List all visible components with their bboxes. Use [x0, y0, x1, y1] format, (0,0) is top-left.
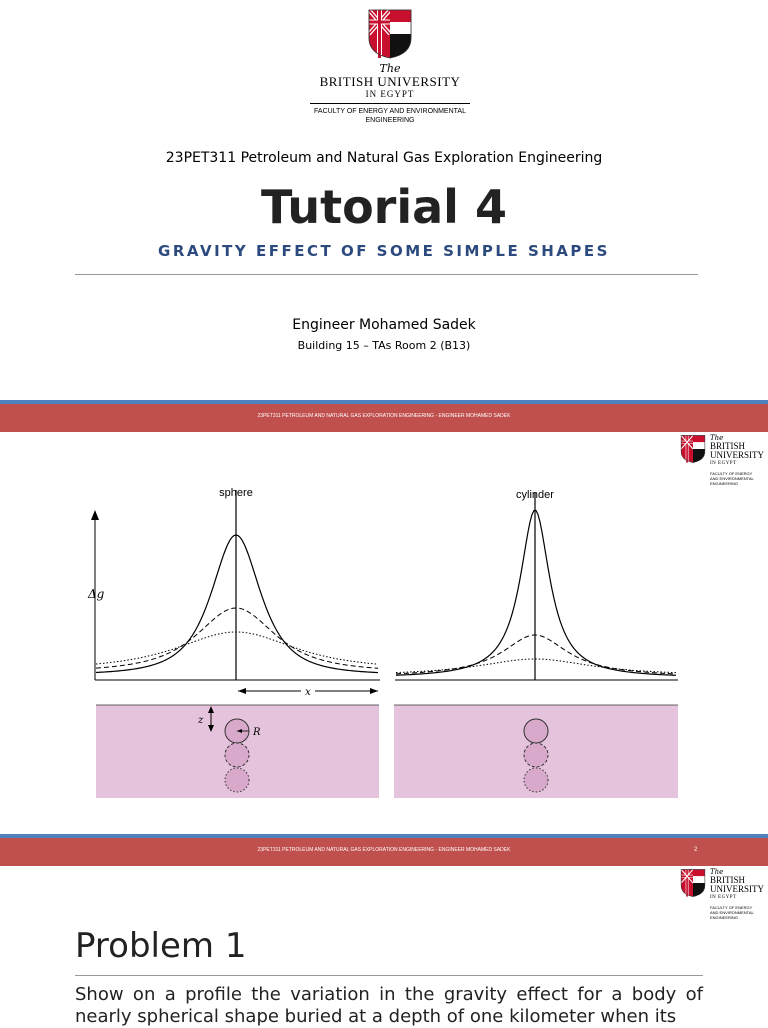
banner-text: 23PET311 PETROLEUM AND NATURAL GAS EXPLORATION ENGINEERING - ENGINEER MOHAMED SADEK: [257, 847, 511, 853]
logo-location: IN EGYPT: [365, 89, 415, 99]
logo-line1: BRITISH: [710, 441, 746, 451]
arrow-right-icon: [370, 688, 378, 694]
cylinder-curve-medium: [396, 635, 676, 674]
title-slide: [0, 0, 768, 400]
flag-shield-icon: [680, 868, 706, 898]
sphere-curve-shallow: [96, 535, 378, 673]
label-x: x: [305, 687, 311, 698]
small-university-logo: [680, 434, 768, 494]
label-delta-g: Δg: [88, 587, 105, 601]
logo-line2: UNIVERSITY: [710, 884, 764, 894]
slide3-header-banner: [0, 834, 768, 866]
logo-location: IN EGYPT: [710, 461, 737, 466]
banner-accent: [0, 400, 768, 404]
logo-faculty-line2: ENGINEERING: [365, 117, 415, 124]
tutorial-title: Tutorial 4: [261, 180, 507, 234]
course-title: 23PET311 Petroleum and Natural Gas Exploration Engineering: [165, 150, 603, 166]
logo-the: The: [379, 62, 401, 75]
author-room: Building 15 – TAs Room 2 (B13): [297, 339, 471, 352]
logo-faculty-line1: FACULTY OF ENERGY: [710, 471, 753, 476]
banner-text: 23PET311 PETROLEUM AND NATURAL GAS EXPLORATION ENGINEERING - ENGINEER MOHAMED SADEK: [257, 413, 511, 419]
small-university-logo: [680, 868, 768, 928]
logo-line1: BRITISH: [710, 875, 746, 885]
logo-the: The: [710, 434, 724, 442]
flag-shield-icon: [680, 434, 706, 464]
logo-line2: UNIVERSITY: [710, 450, 764, 460]
logo-divider: [310, 103, 470, 104]
arrow-left-icon: [238, 688, 246, 694]
university-logo: [310, 8, 470, 125]
cylinder-curve-deep: [396, 659, 676, 673]
label-cylinder: cylinder: [516, 489, 554, 501]
flag-shield-icon: [367, 8, 413, 60]
sphere-curve-medium: [96, 608, 378, 668]
sphere-curve-deep: [96, 632, 378, 664]
gravity-effect-figure: [80, 470, 690, 805]
logo-faculty-line1: FACULTY OF ENERGY AND ENVIRONMENTAL: [314, 108, 466, 115]
slide2-header-banner: [0, 400, 768, 432]
logo-faculty-line3: ENGINEERING: [710, 481, 739, 486]
cylinder-curve-shallow: [396, 511, 676, 676]
label-sphere: sphere: [219, 487, 253, 499]
problem-title: Problem 1: [75, 926, 247, 966]
page-number: 2: [694, 847, 698, 853]
problem-text: Show on a profile the variation in the gravity effect for a body of nearly spherical shape buried at a depth of one kilometer when its: [75, 984, 703, 1027]
problem-divider: [75, 975, 703, 976]
logo-faculty-line3: ENGINEERING: [710, 915, 739, 920]
logo-the: The: [710, 868, 724, 876]
label-r: R: [253, 727, 261, 738]
logo-location: IN EGYPT: [710, 895, 737, 900]
banner-accent: [0, 834, 768, 838]
title-divider: [75, 274, 698, 275]
logo-faculty-line1: FACULTY OF ENERGY: [710, 905, 753, 910]
label-z: z: [198, 715, 204, 726]
logo-faculty-line2: AND ENVIRONMENTAL: [710, 476, 754, 481]
logo-faculty-line2: AND ENVIRONMENTAL: [710, 910, 754, 915]
author-name: Engineer Mohamed Sadek: [292, 317, 476, 333]
tutorial-subtitle: GRAVITY EFFECT OF SOME SIMPLE SHAPES: [158, 242, 610, 260]
arrow-up-icon: [91, 510, 99, 520]
logo-university-name: BRITISH UNIVERSITY: [319, 74, 461, 89]
